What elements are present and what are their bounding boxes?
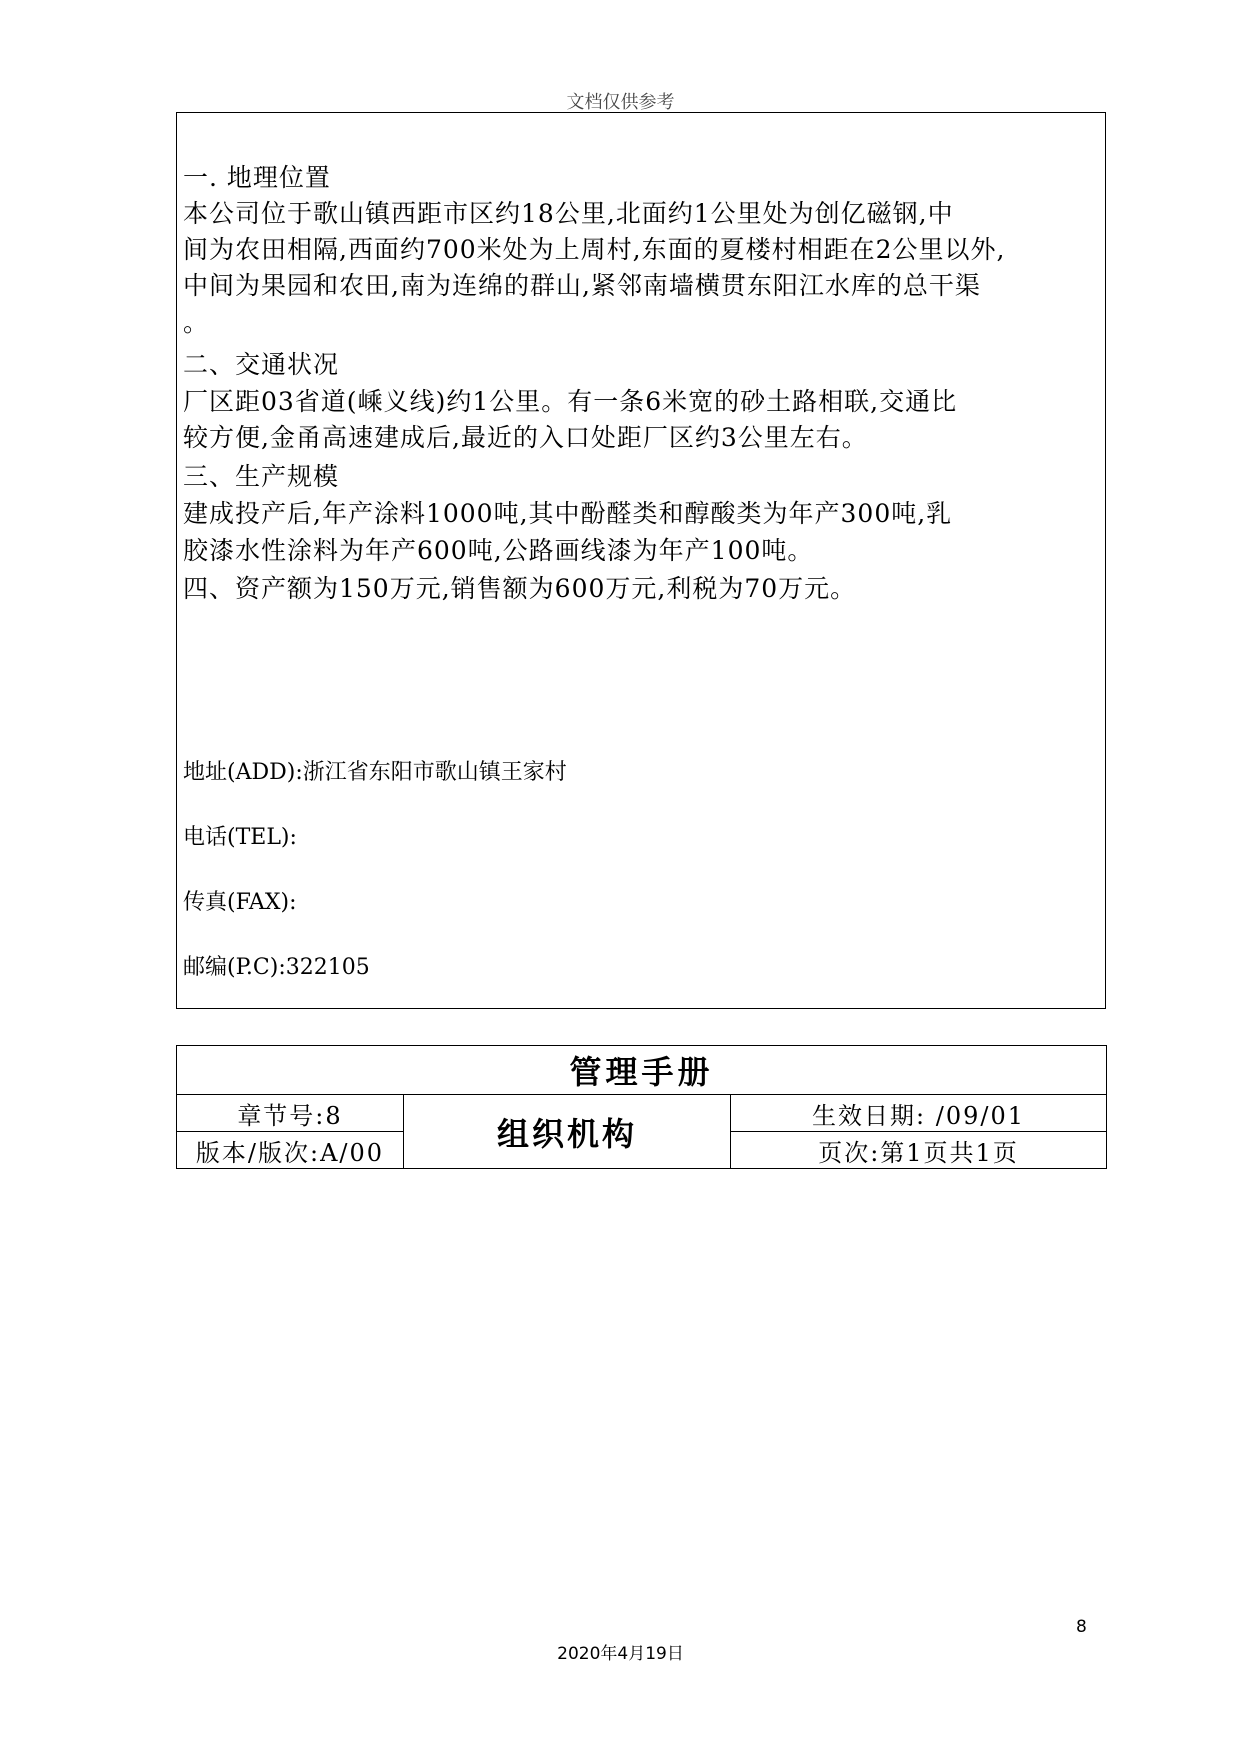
version-number: 版本/版次:A/00 [177,1132,404,1169]
company-info-box [176,112,1106,1009]
page-number: 8 [1076,1617,1087,1637]
page-info: 页次:第1页共1页 [731,1132,1107,1169]
paragraph-line: 厂区距03省道(嵊义线)约1公里。有一条6米宽的砂土路相联,交通比 [183,387,958,416]
section-heading-traffic: 二、交通状况 [183,350,340,379]
telephone-line: 电话(TEL): [183,825,297,850]
chapter-number: 章节号:8 [177,1095,404,1132]
postcode-line: 邮编(P.C):322105 [183,955,370,980]
paragraph-line: 中间为果园和农田,南为连绵的群山,紧邻南墙横贯东阳江水库的总干渠 [183,271,981,300]
paragraph-line: 胶漆水性涂料为年产600吨,公路画线漆为年产100吨。 [183,536,814,565]
footer-date: 2020年4月19日 [557,1644,684,1664]
effective-date: 生效日期: /09/01 [731,1095,1107,1132]
paragraph-line: 本公司位于歌山镇西距市区约18公里,北面约1公里处为创亿磁钢,中 [183,199,954,228]
header-note: 文档仅供参考 [566,92,675,113]
address-line: 地址(ADD):浙江省东阳市歌山镇王家村 [183,760,567,785]
fax-line: 传真(FAX): [183,890,297,915]
manual-header-table [176,1045,1107,1169]
paragraph-line: 间为农田相隔,西面约700米处为上周村,东面的夏楼村相距在2公里以外, [183,235,1006,264]
section-heading-location: 一. 地理位置 [183,163,331,192]
section-heading-assets: 四、资产额为150万元,销售额为600万元,利税为70万元。 [183,574,857,603]
manual-title: 管理手册 [177,1046,1107,1095]
section-heading-scale: 三、生产规模 [183,462,340,491]
paragraph-line: 建成投产后,年产涂料1000吨,其中酚醛类和醇酸类为年产300吨,乳 [183,499,953,528]
paragraph-line: 。 [183,308,210,337]
section-title: 组织机构 [404,1095,731,1169]
paragraph-line: 较方便,金甬高速建成后,最近的入口处距厂区约3公里左右。 [183,423,868,452]
